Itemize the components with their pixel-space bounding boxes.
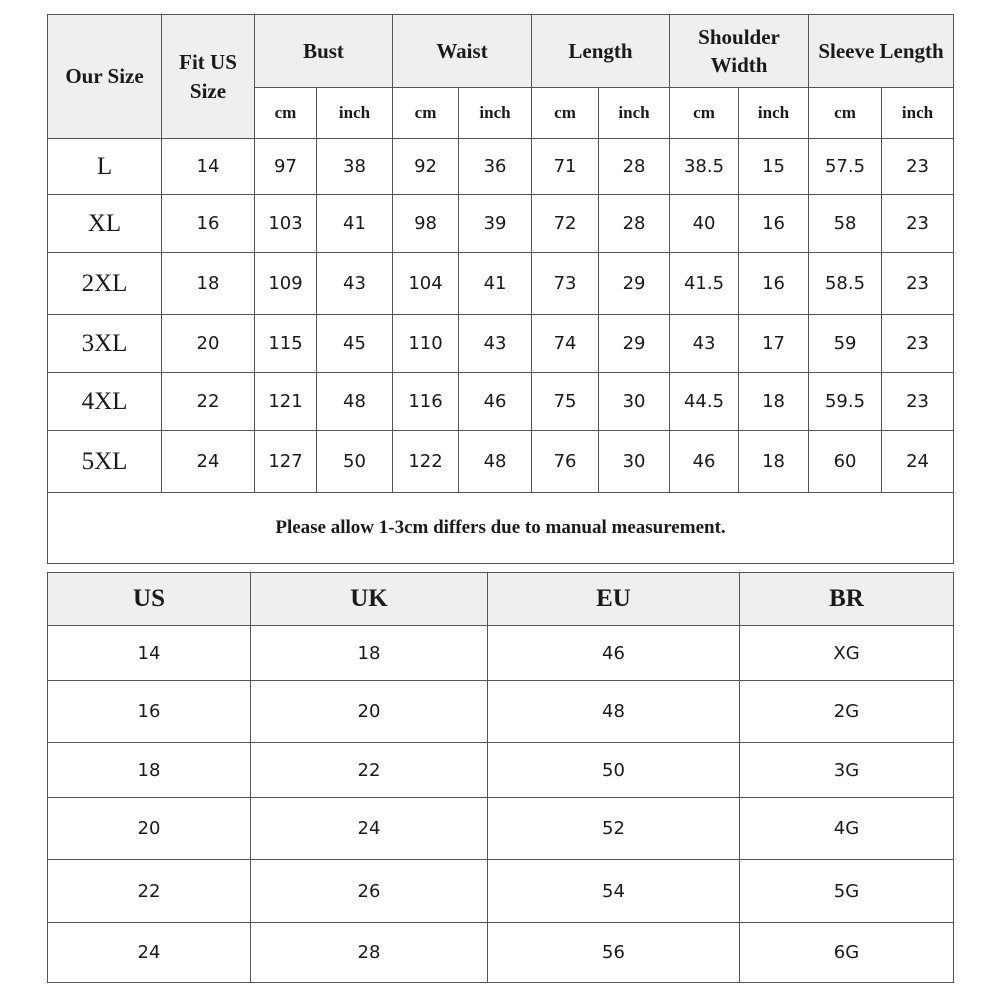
measurement-cell: 58.5 <box>809 253 882 315</box>
unit-header: cm <box>255 88 317 139</box>
size-chart-table <box>47 14 954 564</box>
measurement-cell: 41 <box>459 253 532 315</box>
conversion-cell: 18 <box>48 743 251 798</box>
size-row <box>48 431 954 493</box>
conversion-chart-body <box>48 626 954 983</box>
header-uk: UK <box>251 573 488 626</box>
unit-header: cm <box>809 88 882 139</box>
size-label-cell: L <box>48 139 162 195</box>
header-shoulder-width: Shoulder Width <box>670 15 809 88</box>
measurement-cell: 121 <box>255 373 317 431</box>
measurement-cell: 46 <box>459 373 532 431</box>
conversion-cell: 20 <box>251 681 488 743</box>
header-waist: Waist <box>393 15 532 88</box>
conversion-cell: 24 <box>251 798 488 860</box>
conversion-cell: 2G <box>740 681 954 743</box>
unit-header: inch <box>882 88 954 139</box>
conversion-cell: 52 <box>488 798 740 860</box>
conversion-row <box>48 860 954 923</box>
header-fit-us-size: Fit US Size <box>162 15 255 139</box>
measurement-cell: 103 <box>255 195 317 253</box>
measurement-cell: 29 <box>599 315 670 373</box>
measurement-cell: 73 <box>532 253 599 315</box>
measurement-note: Please allow 1-3cm differs due to manual measurement. <box>48 493 954 564</box>
conversion-cell: 5G <box>740 860 954 923</box>
header-sleeve-length: Sleeve Length <box>809 15 954 88</box>
conversion-row <box>48 923 954 983</box>
measurement-cell: 44.5 <box>670 373 739 431</box>
measurement-cell: 36 <box>459 139 532 195</box>
conversion-row <box>48 798 954 860</box>
size-label-cell: 5XL <box>48 431 162 493</box>
measurement-cell: 45 <box>317 315 393 373</box>
measurement-cell: 22 <box>162 373 255 431</box>
conversion-cell: 26 <box>251 860 488 923</box>
size-row <box>48 253 954 315</box>
measurement-cell: 23 <box>882 195 954 253</box>
conversion-row <box>48 743 954 798</box>
measurement-cell: 92 <box>393 139 459 195</box>
conversion-cell: XG <box>740 626 954 681</box>
measurement-cell: 18 <box>739 431 809 493</box>
size-chart-body <box>48 139 954 493</box>
unit-header: inch <box>739 88 809 139</box>
measurement-cell: 41 <box>317 195 393 253</box>
size-label-cell: 2XL <box>48 253 162 315</box>
measurement-cell: 16 <box>739 195 809 253</box>
measurement-cell: 43 <box>459 315 532 373</box>
size-row <box>48 195 954 253</box>
conversion-cell: 22 <box>48 860 251 923</box>
unit-header: inch <box>599 88 670 139</box>
conversion-row <box>48 626 954 681</box>
conversion-cell: 24 <box>48 923 251 983</box>
measurement-cell: 59.5 <box>809 373 882 431</box>
measurement-cell: 15 <box>739 139 809 195</box>
measurement-cell: 17 <box>739 315 809 373</box>
header-bust: Bust <box>255 15 393 88</box>
measurement-cell: 24 <box>882 431 954 493</box>
measurement-cell: 116 <box>393 373 459 431</box>
measurement-cell: 50 <box>317 431 393 493</box>
size-label-cell: XL <box>48 195 162 253</box>
measurement-cell: 74 <box>532 315 599 373</box>
measurement-cell: 24 <box>162 431 255 493</box>
conversion-cell: 14 <box>48 626 251 681</box>
measurement-cell: 29 <box>599 253 670 315</box>
measurement-cell: 76 <box>532 431 599 493</box>
measurement-cell: 48 <box>317 373 393 431</box>
unit-header: cm <box>670 88 739 139</box>
measurement-cell: 43 <box>317 253 393 315</box>
measurement-cell: 16 <box>739 253 809 315</box>
conversion-cell: 46 <box>488 626 740 681</box>
measurement-cell: 109 <box>255 253 317 315</box>
conversion-cell: 6G <box>740 923 954 983</box>
unit-header: cm <box>532 88 599 139</box>
conversion-cell: 18 <box>251 626 488 681</box>
unit-header: inch <box>317 88 393 139</box>
measurement-cell: 28 <box>599 139 670 195</box>
size-row <box>48 373 954 431</box>
size-label-cell: 4XL <box>48 373 162 431</box>
measurement-cell: 75 <box>532 373 599 431</box>
measurement-cell: 58 <box>809 195 882 253</box>
measurement-cell: 39 <box>459 195 532 253</box>
conversion-cell: 50 <box>488 743 740 798</box>
unit-header: inch <box>459 88 532 139</box>
measurement-cell: 23 <box>882 315 954 373</box>
measurement-cell: 127 <box>255 431 317 493</box>
header-br: BR <box>740 573 954 626</box>
conversion-cell: 48 <box>488 681 740 743</box>
measurement-cell: 20 <box>162 315 255 373</box>
measurement-cell: 72 <box>532 195 599 253</box>
conversion-cell: 54 <box>488 860 740 923</box>
measurement-cell: 60 <box>809 431 882 493</box>
size-label-cell: 3XL <box>48 315 162 373</box>
header-length: Length <box>532 15 670 88</box>
measurement-cell: 28 <box>599 195 670 253</box>
measurement-cell: 38.5 <box>670 139 739 195</box>
conversion-cell: 4G <box>740 798 954 860</box>
conversion-cell: 16 <box>48 681 251 743</box>
measurement-cell: 122 <box>393 431 459 493</box>
size-row <box>48 315 954 373</box>
measurement-cell: 41.5 <box>670 253 739 315</box>
measurement-cell: 23 <box>882 139 954 195</box>
measurement-cell: 46 <box>670 431 739 493</box>
measurement-cell: 30 <box>599 373 670 431</box>
measurement-cell: 30 <box>599 431 670 493</box>
measurement-cell: 38 <box>317 139 393 195</box>
conversion-cell: 56 <box>488 923 740 983</box>
measurement-cell: 115 <box>255 315 317 373</box>
conversion-cell: 28 <box>251 923 488 983</box>
measurement-cell: 57.5 <box>809 139 882 195</box>
measurement-cell: 23 <box>882 253 954 315</box>
unit-header: cm <box>393 88 459 139</box>
header-us: US <box>48 573 251 626</box>
measurement-cell: 110 <box>393 315 459 373</box>
measurement-cell: 104 <box>393 253 459 315</box>
measurement-cell: 59 <box>809 315 882 373</box>
conversion-cell: 3G <box>740 743 954 798</box>
measurement-cell: 18 <box>739 373 809 431</box>
measurement-cell: 48 <box>459 431 532 493</box>
measurement-cell: 18 <box>162 253 255 315</box>
header-eu: EU <box>488 573 740 626</box>
header-our-size: Our Size <box>48 15 162 139</box>
measurement-cell: 71 <box>532 139 599 195</box>
measurement-cell: 16 <box>162 195 255 253</box>
measurement-cell: 43 <box>670 315 739 373</box>
measurement-cell: 98 <box>393 195 459 253</box>
measurement-cell: 40 <box>670 195 739 253</box>
conversion-cell: 20 <box>48 798 251 860</box>
measurement-cell: 97 <box>255 139 317 195</box>
conversion-cell: 22 <box>251 743 488 798</box>
conversion-row <box>48 681 954 743</box>
size-conversion-table <box>47 572 954 983</box>
measurement-cell: 14 <box>162 139 255 195</box>
measurement-cell: 23 <box>882 373 954 431</box>
size-row <box>48 139 954 195</box>
